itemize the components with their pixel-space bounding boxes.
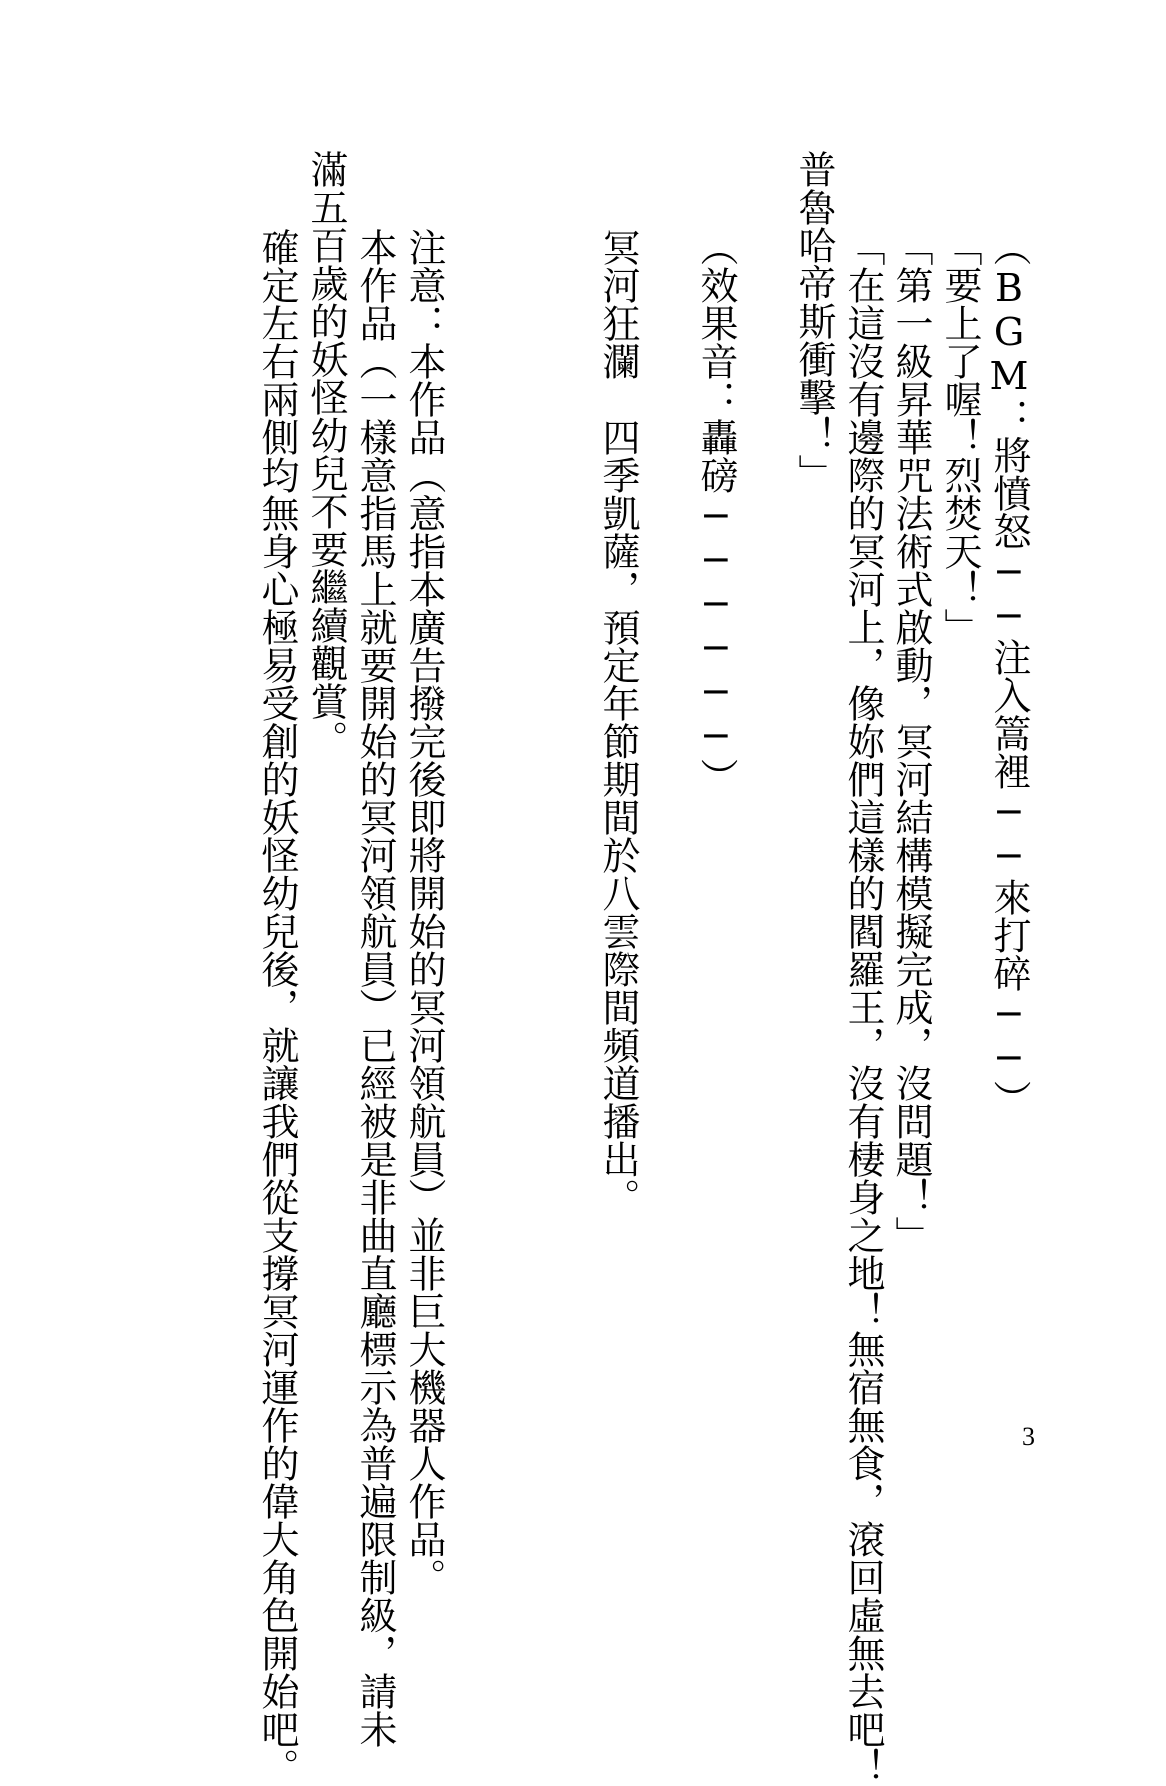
- text-line-closing: 確定左右兩側均無身心極易受創的妖怪幼兒後，就讓我們從支撐冥河運作的偉大角色開始吧。: [255, 228, 299, 1786]
- text-line-notice-2: 本作品（一樣意指馬上就要開始的冥河領航員）已經被是非曲直廳標示為普遍限制級，請未: [353, 228, 397, 1748]
- text-line-dialogue-3: 「在這沒有邊際的冥河上，像妳們這樣的閻羅王，沒有棲身之地！無宿無食，滾回虛無去吧！: [841, 228, 885, 1786]
- text-line-dialogue-4: 普魯哈帝斯衝擊！」: [792, 150, 836, 492]
- text-line-sound-effect: （效果音：轟磅──────）: [694, 228, 738, 796]
- text-line-notice-1: 注意：本作品（意指本廣告撥完後即將開始的冥河領航員）並非巨大機器人作品。: [402, 228, 446, 1596]
- text-line-dialogue-1: 「要上了喔！烈焚天！」: [938, 228, 982, 646]
- text-line-dialogue-2: 「第一級昇華咒法術式啟動，冥河結構模擬完成，沒問題！」: [889, 228, 933, 1254]
- page-number: 3: [1022, 1422, 1035, 1451]
- text-line-broadcast-note: 冥河狂瀾 四季凱薩，預定年節期間於八雲際間頻道播出。: [596, 228, 640, 1216]
- text-line-notice-3: 滿五百歲的妖怪幼兒不要繼續觀賞。: [304, 150, 348, 758]
- text-line-bgm: （BGM：將憤怒──注入篙裡──來打碎──）: [987, 228, 1031, 1118]
